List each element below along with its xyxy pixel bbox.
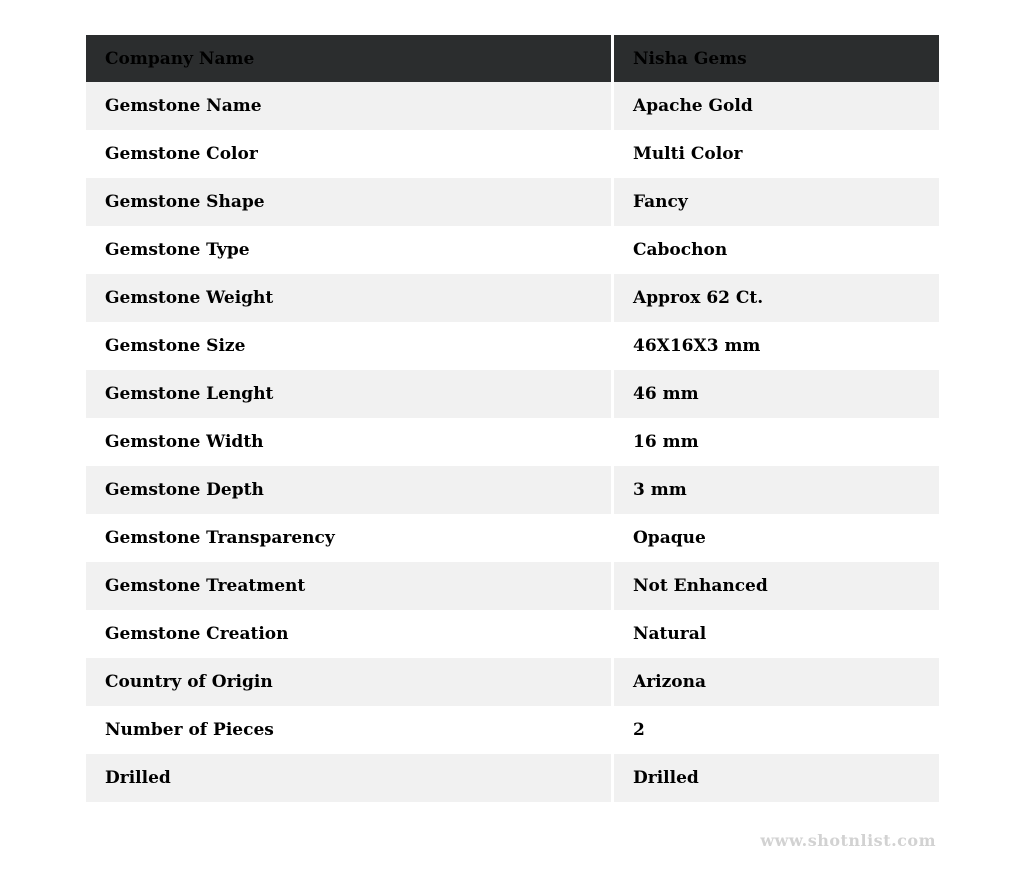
table-row-gemstone-depth xyxy=(86,466,939,514)
row-value: 16 mm xyxy=(614,418,939,466)
row-value: 3 mm xyxy=(614,466,939,514)
row-value: Not Enhanced xyxy=(614,562,939,610)
row-label: Gemstone Color xyxy=(86,130,611,178)
table-row-number-of-pieces xyxy=(86,706,939,754)
table-row-drilled xyxy=(86,754,939,802)
table-row-gemstone-weight xyxy=(86,274,939,322)
row-value: 2 xyxy=(614,706,939,754)
row-label: Gemstone Width xyxy=(86,418,611,466)
watermark-url: www.shotnlist.com xyxy=(760,831,936,850)
row-label: Gemstone Type xyxy=(86,226,611,274)
row-label: Gemstone Shape xyxy=(86,178,611,226)
table-row-gemstone-creation xyxy=(86,610,939,658)
row-label: Gemstone Creation xyxy=(86,610,611,658)
table-row-country-of-origin xyxy=(86,658,939,706)
row-label: Gemstone Transparency xyxy=(86,514,611,562)
row-value: Cabochon xyxy=(614,226,939,274)
table-row-gemstone-size xyxy=(86,322,939,370)
table-row-gemstone-treatment xyxy=(86,562,939,610)
row-label: Gemstone Treatment xyxy=(86,562,611,610)
header-company-label: Company Name xyxy=(86,35,611,82)
table-row-gemstone-name xyxy=(86,82,939,130)
table-header-row xyxy=(86,35,939,82)
table-row-gemstone-color xyxy=(86,130,939,178)
row-value: Natural xyxy=(614,610,939,658)
table-row-gemstone-shape xyxy=(86,178,939,226)
row-value: Approx 62 Ct. xyxy=(614,274,939,322)
row-label: Gemstone Name xyxy=(86,82,611,130)
table-row-gemstone-lenght xyxy=(86,370,939,418)
table-row-gemstone-transparency xyxy=(86,514,939,562)
row-value: 46 mm xyxy=(614,370,939,418)
row-value: Arizona xyxy=(614,658,939,706)
row-value: Drilled xyxy=(614,754,939,802)
row-value: Apache Gold xyxy=(614,82,939,130)
row-label: Gemstone Lenght xyxy=(86,370,611,418)
row-label: Gemstone Size xyxy=(86,322,611,370)
row-label: Country of Origin xyxy=(86,658,611,706)
gemstone-spec-table xyxy=(86,35,939,802)
row-label: Gemstone Weight xyxy=(86,274,611,322)
row-value: 46X16X3 mm xyxy=(614,322,939,370)
row-label: Drilled xyxy=(86,754,611,802)
row-value: Opaque xyxy=(614,514,939,562)
row-value: Fancy xyxy=(614,178,939,226)
table-row-gemstone-width xyxy=(86,418,939,466)
header-company-value: Nisha Gems xyxy=(614,35,939,82)
row-label: Number of Pieces xyxy=(86,706,611,754)
row-value: Multi Color xyxy=(614,130,939,178)
table-row-gemstone-type xyxy=(86,226,939,274)
row-label: Gemstone Depth xyxy=(86,466,611,514)
